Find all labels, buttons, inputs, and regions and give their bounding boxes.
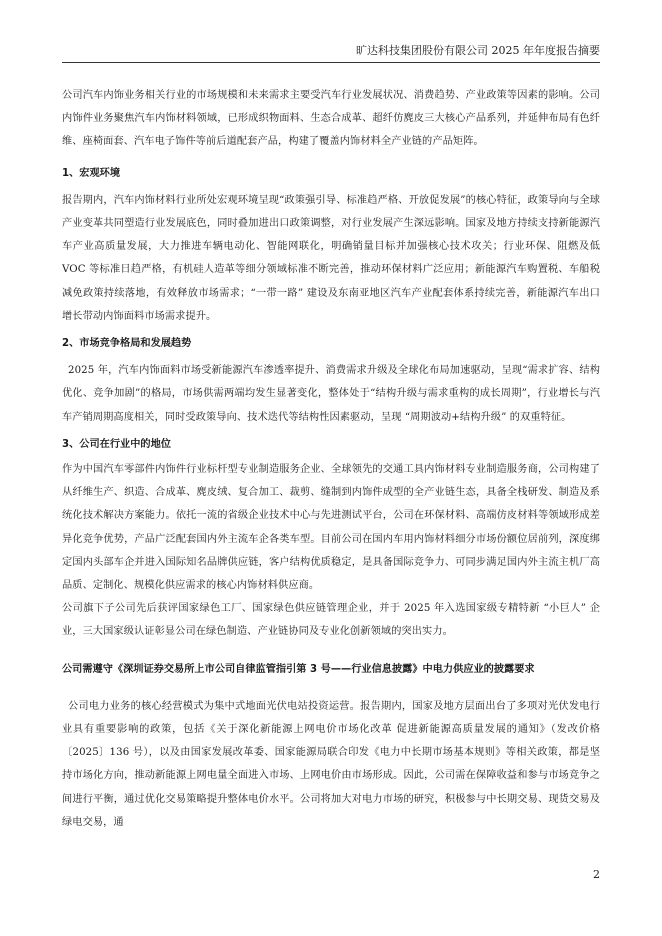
disclosure-heading: 公司需遵守《深圳证券交易所上市公司自律监管指引第 3 号——行业信息披露》中电力供应业的披露要求	[62, 663, 535, 675]
section-paragraph-competition: 2025 年，汽车内饰面料市场受新能源汽车渗透率提升、消费需求升级及全球化布局加速驱动，呈现“需求扩容、结构优化、竞争加剧”的格局，市场供需两端均发生显著变化，整体处于“结构升级与需求重构的成长周期”，行业增长与汽车产销周期高度相关，同时受政策导向、技术迭代等结构性因素驱动，呈现 “周期波动+结构升级” 的双重特征。	[62, 365, 600, 423]
section-paragraph-position-2: 公司旗下子公司先后获评国家绿色工厂、国家绿色供应链管理企业，并于 2025 年入选国家级专精特新 “小巨人” 企业，三大国家级认证彰显公司在绿色制造、产业链协同及专业化创新领域的突出实力。	[62, 603, 600, 638]
section-heading-competition: 2、市场竞争格局和发展趋势	[62, 338, 192, 350]
page-content	[62, 84, 600, 834]
section-paragraph-macro: 报告期内，汽车内饰材料行业所处宏观环境呈现“政策强引导、标准趋严格、开放促发展”的核心特征，政策导向与全球产业变革共同塑造行业发展底色，同时叠加进出口政策调整，对行业发展产生深远影响。国家及地方持续支持新能源汽车产业高质量发展，大力推进车辆电动化、智能网联化，明确销量目标并加强核心技术攻关；行业环保、阻燃及低 VOC 等标准日趋严格，有机硅人造革等细分领域标准不断完善，推动环保材料广泛应用；新能源汽车购置税、车船税减免政策持续落地，有效释放市场需求；“一带一路” 建设及东南亚地区汽车产业配套体系持续完善，新能源汽车出口增长带动内饰面料市场需求提升。	[62, 194, 600, 322]
disclosure-paragraph: 公司电力业务的核心经营模式为集中式地面光伏电站投资运营。报告期内，国家及地方层面出台了多项对光伏发电行业具有重要影响的政策，包括《关于深化新能源上网电价市场化改革 促进新能源高质量发展的通知》（发改价格〔2025〕136 号），以及由国家发展改革委、国家能源局联合印发《电力中长期市场基本规则》等相关政策，都是坚持市场化方向，推动新能源上网电量全面进入市场、上网电价由市场形成。因此，公司需在保障收益和参与市场竞争之间进行平衡，通过优化交易策略提升整体电价水平。公司将加大对电力市场的研究，积极参与中长期交易、现货交易及绿电交易，通	[62, 700, 600, 828]
page-header	[62, 42, 600, 63]
header-title: 旷达科技集团股份有限公司 2025 年年度报告摘要	[356, 44, 600, 57]
intro-paragraph: 公司汽车内饰业务相关行业的市场规模和未来需求主要受汽车行业发展状况、消费趋势、产业政策等因素的影响。公司内饰件业务聚焦汽车内饰材料领域，已形成织物面料、生态合成革、超纤仿麂皮三大核心产品系列，并延伸布局有色纤维、座椅面套、汽车电子饰件等前后道配套产品，构建了覆盖内饰材料全产业链的产品矩阵。	[62, 90, 600, 148]
section-heading-macro: 1、宏观环境	[62, 167, 121, 179]
section-heading-position: 3、公司在行业中的地位	[62, 438, 171, 450]
section-paragraph-position-1: 作为中国汽车零部件内饰件行业标杆型专业制造服务企业、全球领先的交通工具内饰材料专业制造服务商，公司构建了从纤维生产、织造、合成革、麂皮绒、复合加工、裁剪、缝制到内饰件成型的全产业链生态，具备全栈研发、制造及系统化技术解决方案能力。依托一流的省级企业技术中心与先进测试平台，公司在环保材料、高端仿皮材料等领域形成差异化竞争优势，产品广泛配套国内外主流车企各类车型。目前公司在国内车用内饰材料细分市场份额位居前列，深度绑定国内头部车企并进入国际知名品牌供应链，客户结构优质稳定，是具备国际竞争力、可同步满足国内外主流主机厂高品质、定制化、规模化供应需求的核心内饰材料供应商。	[62, 464, 600, 592]
page-number: 2	[593, 868, 600, 881]
